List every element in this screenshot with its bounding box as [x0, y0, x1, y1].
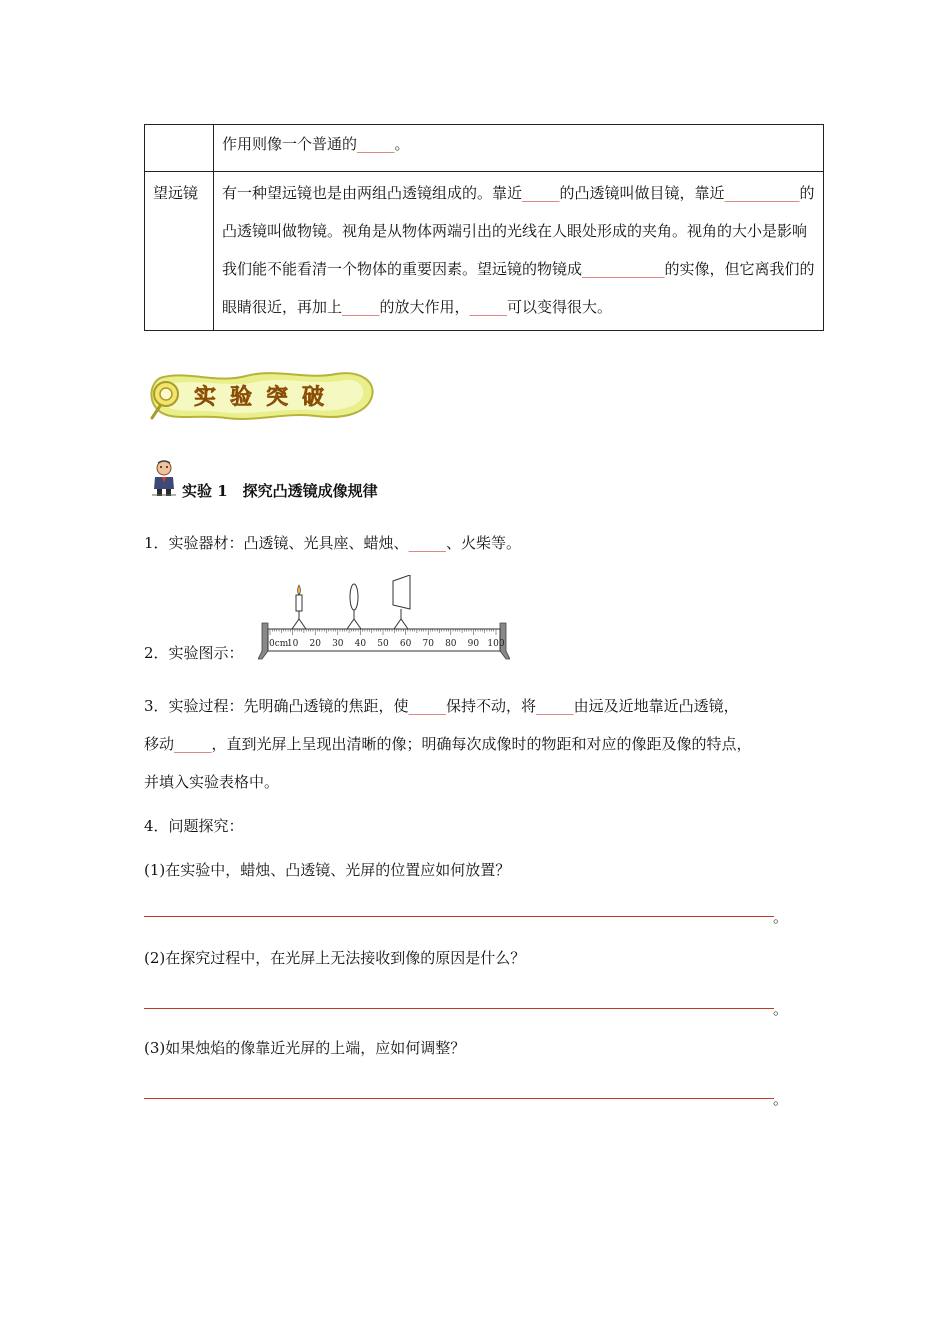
answer-line-3[interactable] — [144, 1098, 774, 1099]
ruler-tick-label: 50 — [377, 639, 389, 649]
candle-icon — [292, 585, 306, 629]
ruler-tick-label: 40 — [354, 639, 367, 649]
ruler-tick-label: 90 — [467, 639, 480, 649]
teacher-figure-icon — [150, 459, 180, 497]
answer-line-2[interactable] — [144, 1008, 774, 1009]
answer-end-mark: 。 — [773, 1090, 789, 1108]
fill-blank[interactable]: _____ — [408, 697, 447, 715]
ruler-tick-label: 100 — [487, 639, 505, 649]
section-banner — [146, 368, 378, 424]
ruler-tick-label: 60 — [399, 639, 412, 649]
question-1: (1)在实验中，蜡烛、凸透镜、光屏的位置应如何放置？ — [144, 861, 511, 879]
ruler-tick-label: 80 — [445, 639, 457, 649]
fill-blank[interactable]: _____ — [357, 135, 395, 153]
item-1-materials: 1．实验器材：凸透镜、光具座、蜡烛、_____、火柴等。 — [144, 534, 522, 552]
item-3-line-1: 3．实验过程：先明确凸透镜的焦距，使_____保持不动，将_____由远及近地靠近凸透镜， — [144, 697, 739, 715]
answer-end-mark: 。 — [773, 1000, 789, 1018]
fill-blank[interactable]: _____ — [469, 298, 508, 316]
item-2-label: 2．实验图示： — [144, 644, 244, 662]
optical-bench-diagram — [258, 575, 510, 661]
fill-blank[interactable]: __________ — [724, 184, 800, 202]
table-row — [145, 125, 824, 172]
item-3-line-3: 并填入实验表格中。 — [144, 773, 280, 791]
fill-blank[interactable]: ___________ — [582, 260, 665, 278]
knowledge-table — [144, 124, 824, 331]
ruler-tick-label: 0cm — [269, 639, 289, 649]
item-3-line-2: 移动_____，直到光屏上呈现出清晰的像；明确每次成像时的物距和对应的像距及像的特点， — [144, 735, 752, 753]
answer-line-1[interactable] — [144, 916, 774, 917]
light-screen-icon — [393, 575, 410, 629]
fill-blank[interactable]: _____ — [536, 697, 574, 715]
ruler-tick-label: 20 — [309, 639, 321, 649]
table-cell-text: 作用则像一个普通的_____。 — [214, 125, 824, 172]
table-cell-empty — [145, 125, 214, 172]
question-2: (2)在探究过程中，在光屏上无法接收到像的原因是什么？ — [144, 949, 526, 967]
fill-blank[interactable]: _____ — [342, 298, 380, 316]
answer-end-mark: 。 — [773, 908, 789, 926]
fill-blank[interactable]: _____ — [408, 534, 447, 552]
ruler-tick-label: 10 — [286, 639, 299, 649]
banner-title: 实验突破 — [193, 385, 339, 410]
ruler-tick-label: 70 — [422, 639, 434, 649]
fill-blank[interactable]: _____ — [522, 184, 560, 202]
telescope-description: 有一种望远镜也是由两组凸透镜组成的。靠近_____的凸透镜叫做目镜，靠近__________的凸透镜叫做物镜。视角是从物体两端引出的光线在人眼处形成的夹角。视角的大小是影响我们能不能看清一个物体的重要因素。望远镜的物镜成___________的实像，但它离我们的眼睛很近，再加上_____的放大作用，_____可以变得很大。 — [214, 172, 824, 331]
ruler-tick-label: 30 — [332, 639, 344, 649]
table-row — [145, 172, 824, 331]
experiment-title: 实验 1 探究凸透镜成像规律 — [182, 482, 378, 500]
item-4-label: 4．问题探究： — [144, 817, 244, 835]
convex-lens-icon — [347, 584, 361, 629]
fill-blank[interactable]: _____ — [174, 735, 212, 753]
question-3: (3)如果烛焰的像靠近光屏的上端，应如何调整？ — [144, 1039, 466, 1057]
row-label-telescope: 望远镜 — [145, 172, 214, 331]
